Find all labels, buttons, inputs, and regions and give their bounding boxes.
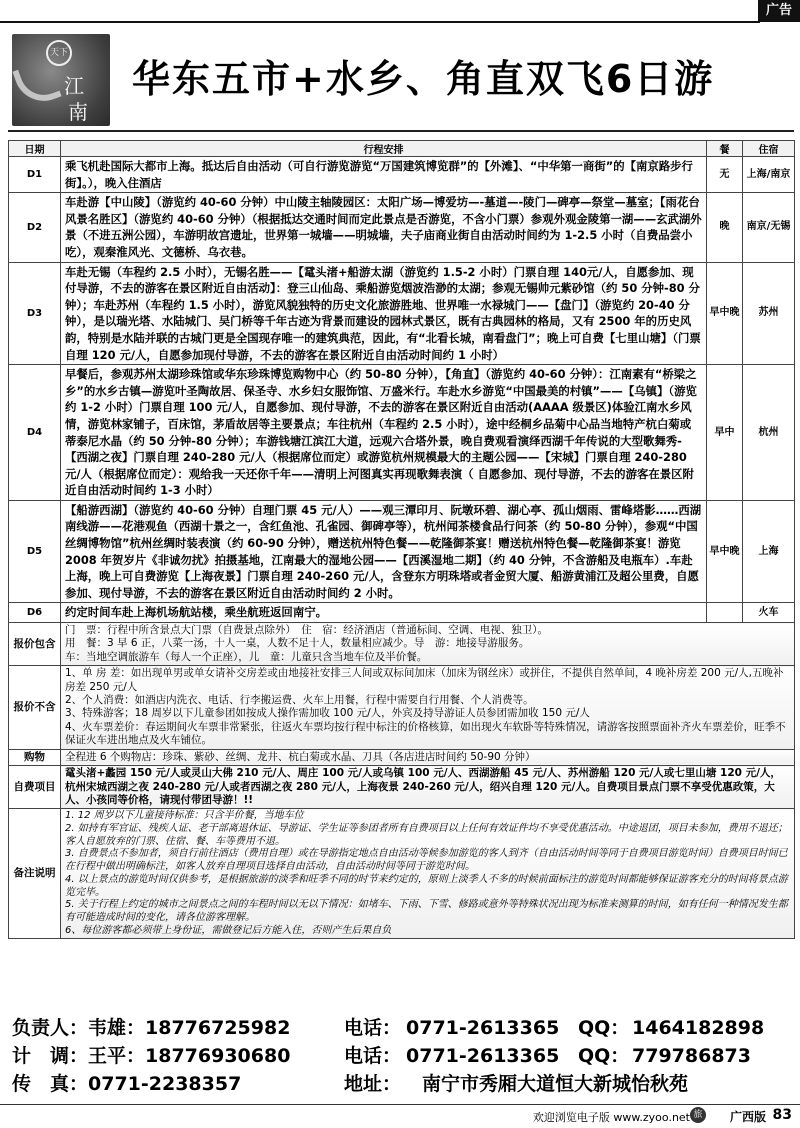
header-date: 日期 — [9, 141, 61, 157]
includes-line: 车：当地空调旅游车（每人一个正座），儿 童：儿童只含当地车位及半价餐。 — [65, 650, 428, 663]
header-meal: 餐 — [707, 141, 743, 157]
itinerary-table — [8, 140, 795, 939]
table-row — [9, 157, 795, 193]
notes-line: 6、每位游客都必须带上身份证，需做登记后方能入住，否则产生后果自负 — [65, 924, 392, 936]
contact-person-value: 韦雄：18776725982 — [88, 1017, 291, 1039]
day-content: 约定时间车赴上海机场航站楼，乘坐航班返回南宁。 — [61, 603, 707, 623]
notes-line: 5. 关于行程上约定的城市之间景点之间的车程时间以无以下情况：如堵车、下雨、下雪、修路或意外等特殊状况出现为标准来测算的时间，如有任何一种情况发生都有可能造成时间的变化，请各位游客理解。 — [65, 899, 788, 923]
day-meal: 早中晚 — [707, 262, 743, 365]
planner-value: 王平：18776930680 — [88, 1045, 291, 1067]
notes-text — [61, 809, 795, 939]
footer-site: 欢迎浏览电子版 www.zyoo.net — [532, 1111, 690, 1124]
notes-line: 1. 12 周岁以下儿童接待标准：只含半价餐，当地车位 — [65, 810, 304, 822]
excludes-text — [61, 666, 795, 749]
table-header-row — [9, 141, 795, 157]
optional-text: 鼋头渚+蠡园 150 元/人或灵山大佛 210 元/人、周庄 100 元/人或乌镇 100 元/人、西湖游船 45 元/人、苏州游船 120 元/人或七里山塘 120 元/人，杭州宋城西湖之夜 240-280 元/人或者西湖之夜 280 元/人，上海夜景 240-260 元/人，绍兴自理 120 元/人。自费项目景点门票不享受优惠政策，大人、小孩同等价格，请现付带团导游！!! — [61, 766, 795, 809]
optional-label: 自费项目 — [9, 766, 61, 809]
day-meal — [707, 603, 743, 623]
top-rule — [0, 21, 760, 23]
page-title: 华东五市+水乡、角直双飞6日游 — [132, 57, 715, 101]
contact-block — [8, 1014, 794, 1098]
phone-label: 电话： — [344, 1017, 402, 1039]
footer-badge-icon: 旅 — [690, 1107, 706, 1123]
day-stay: 苏州 — [743, 262, 795, 365]
logo-circle-text: 天下 — [46, 40, 72, 66]
day-stay: 火车 — [743, 603, 795, 623]
qq-label: QQ： — [578, 1045, 630, 1067]
excludes-line: 2、个人消费：如酒店内洗衣、电话、行李搬运费、火车上用餐，行程中需要自行用餐、个人消费等。 — [65, 694, 534, 707]
day-stay: 上海/南京 — [743, 157, 795, 193]
shopping-label: 购物 — [9, 749, 61, 765]
day-meal: 晚 — [707, 193, 743, 262]
includes-row — [9, 623, 795, 666]
excludes-line: 4、火车票差价：春运期间火车票非常紧张，往返火车票均按行程中标注的价格核算，如出现火车软卧等特殊情况，请游客按照票面补齐火车票差价，旺季不保证火车进出地点及火车铺位。 — [65, 720, 786, 747]
day-meal: 早中晚 — [707, 500, 743, 603]
notes-label: 备注说明 — [9, 809, 61, 939]
contact-row-1 — [8, 1014, 794, 1042]
excludes-line: 1、单 房 差：如出现单男或单女请补交房差或由地接社安排三人间或双标间加床（加床为钢丝床）或拼住，不提供自然单间，4 晚补房差 200 元/人,五晚补房差 250 元/人 — [65, 667, 784, 693]
excludes-row — [9, 666, 795, 749]
notes-row — [9, 809, 795, 939]
day-label: D5 — [9, 500, 61, 603]
page-number: 83 — [772, 1107, 792, 1123]
includes-line: 用 餐：3 早 6 正，八菜一汤，十人一桌，人数不足十人，数量相应减少。导 游：地接导游服务。 — [65, 637, 530, 650]
qq-label: QQ： — [578, 1017, 630, 1039]
logo-text-2: 南 — [68, 100, 88, 124]
includes-line: 门 票：行程中所含景点大门票（自费景点除外） 住 宿：经济酒店（普通标间、空调、电视、独卫）。 — [65, 624, 548, 637]
header-itinerary: 行程安排 — [61, 141, 707, 157]
day-label: D6 — [9, 603, 61, 623]
notes-line: 2. 如持有军官证、残疾人证、老干部离退休证、导游证、学生证等参团者所有自费项目以上任何有效证件均不享受优惠活动。中途退团，项目未参加，费用不退还；客人自愿放弃的门票、住宿、餐、车等费用不退。 — [65, 823, 788, 847]
top-bar — [0, 0, 800, 22]
day-stay: 杭州 — [743, 365, 795, 501]
ad-label: 广告 — [758, 0, 800, 22]
includes-label: 报价包含 — [9, 623, 61, 666]
qq-value: 1464182898 — [632, 1017, 765, 1039]
day-content: 车赴游【中山陵】（游览约 40-60 分钟）中山陵主轴陵园区：太阳广场—博爱坊—-墓道—-陵门—碑亭—祭堂—墓室；【雨花台风景名胜区】（游览约 40-60 分钟）（根据抵达交通时间而定此景点是否游览，不含小门票）参观外观金陵第一湖——玄武湖外景（不进五洲公园），车游明故宫遗址，世界第一城墙——明城墙，夫子庙商业街自由活动时间约为 1-2.5 小时（自费品尝小吃），观秦淮风光、文德桥、乌衣巷。 — [61, 193, 707, 262]
table-row — [9, 365, 795, 501]
excludes-label: 报价不含 — [9, 666, 61, 749]
optional-row — [9, 766, 795, 809]
day-content: 车赴无锡（车程约 2.5 小时），无锡名胜——【鼋头渚+船游太湖（游览约 1.5-2 小时）门票自理 140元/人，自愿参加、现付导游，不去的游客在景区附近自由活动】：登三山仙岛、乘船游览烟波浩渺的太湖；参观无锡帅元紫砂馆（约 50 分钟-80 分钟）；车赴苏州（车程约 1.5 小时），游览风貌独特的历史文化旅游胜地、世界唯一水禄城门——【盘门】（游览约 20-40 分钟），是以瑞光塔、水陆城门、吴门桥等千年古迹为背景而建设的园林式景区，既有古典园林的格局，又有 2500 年的历史风韵，特别是水陆并联的古城门更是全国现存唯一的建筑典范，因此，有“北看长城，南看盘门”；晚上可自费【七里山塘】（门票自理 120 元/人，自愿参加现付导游，不去的游客在景区附近自由活动时间约 1 小时） — [61, 262, 707, 365]
contact-row-2 — [8, 1042, 794, 1070]
shopping-text: 全程进 6 个购物店：珍珠、紫砂、丝绸、龙井、杭白菊或水晶、刀具（各店进店时间约 50-90 分钟） — [61, 749, 795, 765]
day-stay: 南京/无锡 — [743, 193, 795, 262]
day-label: D1 — [9, 157, 61, 193]
table-row — [9, 500, 795, 603]
logo-text-1: 江 — [64, 74, 84, 98]
day-content: 乘飞机赴国际大都市上海。抵达后自由活动（可自行游览游览“万国建筑博览群”的【外滩】、“中华第一商街”的【南京路步行街】。），晚入住酒店 — [61, 157, 707, 193]
address-value: 南宁市秀厢大道恒大新城怡秋苑 — [422, 1073, 689, 1095]
excludes-line: 3、特殊游客；18 周岁以下儿童参团如按成人操作需加收 100 元/人，外宾及持导游证人员参团需加收 150 元/人 — [65, 707, 590, 720]
table-row — [9, 603, 795, 623]
day-content: 【船游西湖】（游览约 40-60 分钟）自理门票 45 元/人）——观三潭印月、阮墩环碧、湖心亭、孤山烟雨、雷峰塔影……西湖南线游——花港观鱼（西湖十景之一，含红鱼池、孔雀园、御碑亭等），杭州闻茶楼食品行问茶（约 50-80 分钟），参观“中国丝绸博物馆”杭州丝绸时装表演（约 60-90 分钟），赠送杭州特色餐——乾隆御茶宴！赠送杭州特色餐—乾隆御茶宴！游览 2008 年贺岁片《非诚勿扰》拍摄基地，江南最大的湿地公园——【西溪湿地二期】（约 40 分钟，不含游船及电瓶车）.车赴上海，晚上可自费游览【上海夜景】门票自理 240-260 元/人，含登东方明珠塔或者金贸大厦、船游黄浦江及超公里费，自愿参加、现付导游，不去的游客在景区附近自由活动时间约 2 小时。 — [61, 500, 707, 603]
phone-value: 0771-2613365 — [406, 1017, 560, 1039]
includes-text — [61, 623, 795, 666]
notes-line: 4. 以上景点的游览时间仅供参考，是根据旅游的淡季和旺季不同的时节来约定的，原则上淡季人不多的时候前面标注的游览时间都能够保证游客充分的时间将景点游览完毕。 — [65, 873, 788, 898]
table-row — [9, 262, 795, 365]
logo-brush-icon — [12, 59, 61, 110]
brand-logo — [12, 34, 110, 126]
day-stay: 上海 — [743, 500, 795, 603]
shopping-row — [9, 749, 795, 765]
day-label: D4 — [9, 365, 61, 501]
footer — [0, 1104, 800, 1128]
qq-value: 779786873 — [632, 1045, 751, 1067]
footer-edition: 广西版 — [729, 1110, 766, 1124]
address-label: 地址： — [344, 1073, 402, 1095]
phone-label: 电话： — [344, 1045, 402, 1067]
header-stay: 住宿 — [743, 141, 795, 157]
header — [8, 28, 794, 132]
fax-value: 0771-2238357 — [88, 1073, 242, 1095]
day-label: D2 — [9, 193, 61, 262]
notes-line: 3. 自费景点不参加者，须自行前往酒店（费用自理）或在导游指定地点自由活动等候参加游览的客人到齐（自由活动时间等同于自费项目游览时间）自费项目时间已在行程中做出明确标注，如客人放弃自理项目选择自由活动，自由活动时间等同于游览时间。 — [65, 848, 788, 873]
day-meal: 无 — [707, 157, 743, 193]
day-label: D3 — [9, 262, 61, 365]
day-meal: 早中 — [707, 365, 743, 501]
contact-person-label: 负责人： — [12, 1017, 89, 1039]
day-content: 早餐后，参观苏州太湖珍珠馆或华东珍珠博览购物中心（约 50-80 分钟），【角直】（游览约 40-60 分钟）：江南素有“桥梁之乡”的水乡古镇—游览叶圣陶故居、保圣寺、水乡妇女服饰馆、万盛米行。车赴水乡游览“中国最美的村镇”——【乌镇】（游览约 1-2 小时）门票自理 100 元/人，自愿参加、现付导游，不去的游客在景区附近自由活动(AAAA 级景区)体验江南水乡风情，游览林家铺子，百床馆，茅盾故居等主要景点；车往杭州（车程约 2.5 小时），途中经桐乡品菊中心品当地特产杭白菊或蒂泰尼水晶（约 50 分钟-80 分钟）；车游钱塘江滨江大道，远观六合塔外景，晚自费观看演绎西湖千年传说的大型歌舞秀-【西湖之夜】门票自理 240-280 元/人（根据席位而定）或游览杭州规模最大的主题公园——【宋城】门票自理 240-280 元/人（根据席位而定）：观给我一天还你千年——清明上河图真实再现歌舞表演（ 自愿参加、现付导游，不去的游客在景区附近自由活动时间约 1-3 小时） — [61, 365, 707, 501]
phone-value: 0771-2613365 — [406, 1045, 560, 1067]
table-row — [9, 193, 795, 262]
contact-row-3 — [8, 1070, 794, 1098]
planner-label: 计 调： — [12, 1045, 89, 1067]
fax-label: 传 真： — [12, 1073, 89, 1095]
